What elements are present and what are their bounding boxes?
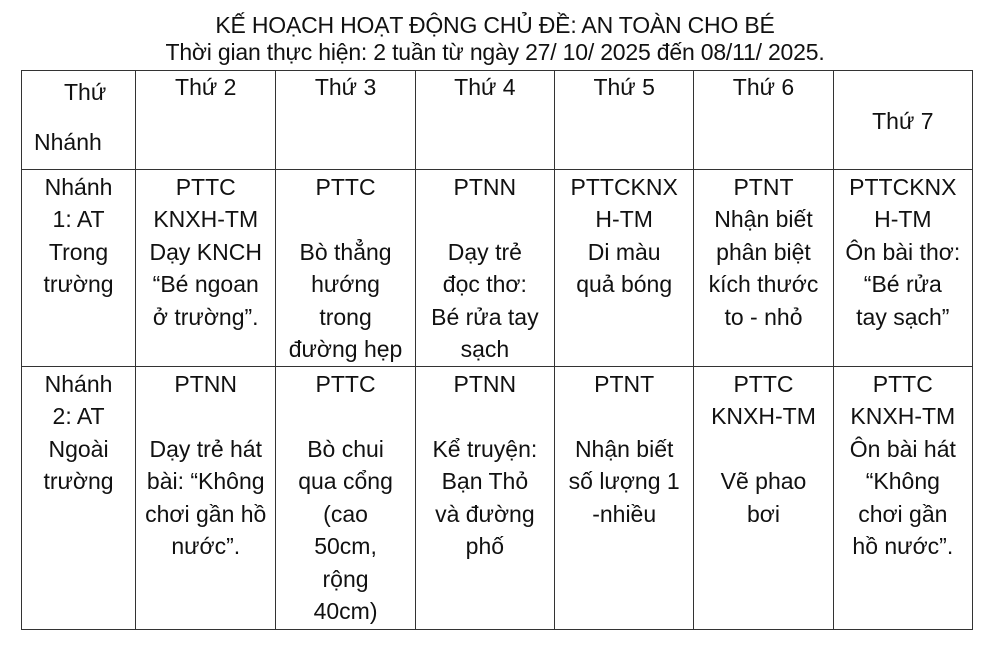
activity-cell bbox=[415, 366, 554, 629]
activity-text: PTTC KNXH-TM Ôn bài hát “Không chơi gần hồ nước”. bbox=[849, 370, 956, 559]
day-header-thu: Thứ 5 bbox=[555, 71, 694, 170]
branch-cell-2 bbox=[22, 366, 136, 629]
branch-label-2: Nhánh 2: AT Ngoài trường bbox=[43, 370, 114, 494]
day-header-tue: Thứ 3 bbox=[276, 71, 415, 170]
activity-text: PTTC KNXH-TM Vẽ phao bơi bbox=[711, 370, 816, 527]
activity-text: PTNT Nhận biết số lượng 1 -nhiều bbox=[568, 370, 680, 527]
activity-plan-table bbox=[21, 70, 973, 630]
branch-cell-1 bbox=[22, 169, 136, 366]
branch-label-1: Nhánh 1: AT Trong trường bbox=[43, 173, 114, 297]
day-header-sat-label: Thứ 7 bbox=[872, 107, 934, 134]
activity-text: PTNN Dạy trẻ đọc thơ: Bé rửa tay sạch bbox=[431, 173, 539, 362]
activity-cell bbox=[276, 366, 415, 629]
activity-text: PTTCKNX H-TM Di màu quả bóng bbox=[570, 173, 678, 297]
activity-cell bbox=[833, 169, 972, 366]
activity-text: PTNN Dạy trẻ hát bài: “Không chơi gần hồ nước”. bbox=[145, 370, 267, 559]
activity-cell bbox=[694, 366, 833, 629]
document-title: KẾ HOẠCH HOẠT ĐỘNG CHỦ ĐỀ: AN TOÀN CHO BÉ bbox=[215, 12, 775, 38]
activity-text: PTTCKNX H-TM Ôn bài thơ: “Bé rửa tay sạch” bbox=[845, 173, 961, 330]
activity-text: PTTC Bò chui qua cổng (cao 50cm, rộng 40cm) bbox=[298, 370, 393, 624]
table-row bbox=[22, 169, 973, 366]
day-header-wed: Thứ 4 bbox=[415, 71, 554, 170]
activity-cell bbox=[555, 366, 694, 629]
activity-cell bbox=[276, 169, 415, 366]
corner-branch-label: Nhánh bbox=[34, 129, 102, 155]
day-header-mon: Thứ 2 bbox=[136, 71, 276, 170]
corner-header-cell bbox=[22, 71, 136, 170]
document-subtitle: Thời gian thực hiện: 2 tuần từ ngày 27/ 10/ 2025 đến 08/11/ 2025. bbox=[165, 39, 825, 65]
activity-cell bbox=[833, 366, 972, 629]
day-header-sat bbox=[833, 71, 972, 170]
table-header-row bbox=[22, 71, 973, 170]
activity-text: PTTC KNXH-TM Dạy KNCH “Bé ngoan ở trường”. bbox=[149, 173, 262, 330]
corner-day-label: Thứ bbox=[64, 79, 107, 105]
activity-text: PTNT Nhận biết phân biệt kích thước to - nhỏ bbox=[708, 173, 819, 330]
activity-cell bbox=[555, 169, 694, 366]
activity-cell bbox=[136, 366, 276, 629]
activity-text: PTTC Bò thẳng hướng trong đường hẹp bbox=[288, 173, 403, 362]
day-header-fri: Thứ 6 bbox=[694, 71, 833, 170]
activity-cell bbox=[136, 169, 276, 366]
activity-cell bbox=[694, 169, 833, 366]
table-row bbox=[22, 366, 973, 629]
activity-cell bbox=[415, 169, 554, 366]
activity-text: PTNN Kể truyện: Bạn Thỏ và đường phố bbox=[432, 370, 538, 559]
